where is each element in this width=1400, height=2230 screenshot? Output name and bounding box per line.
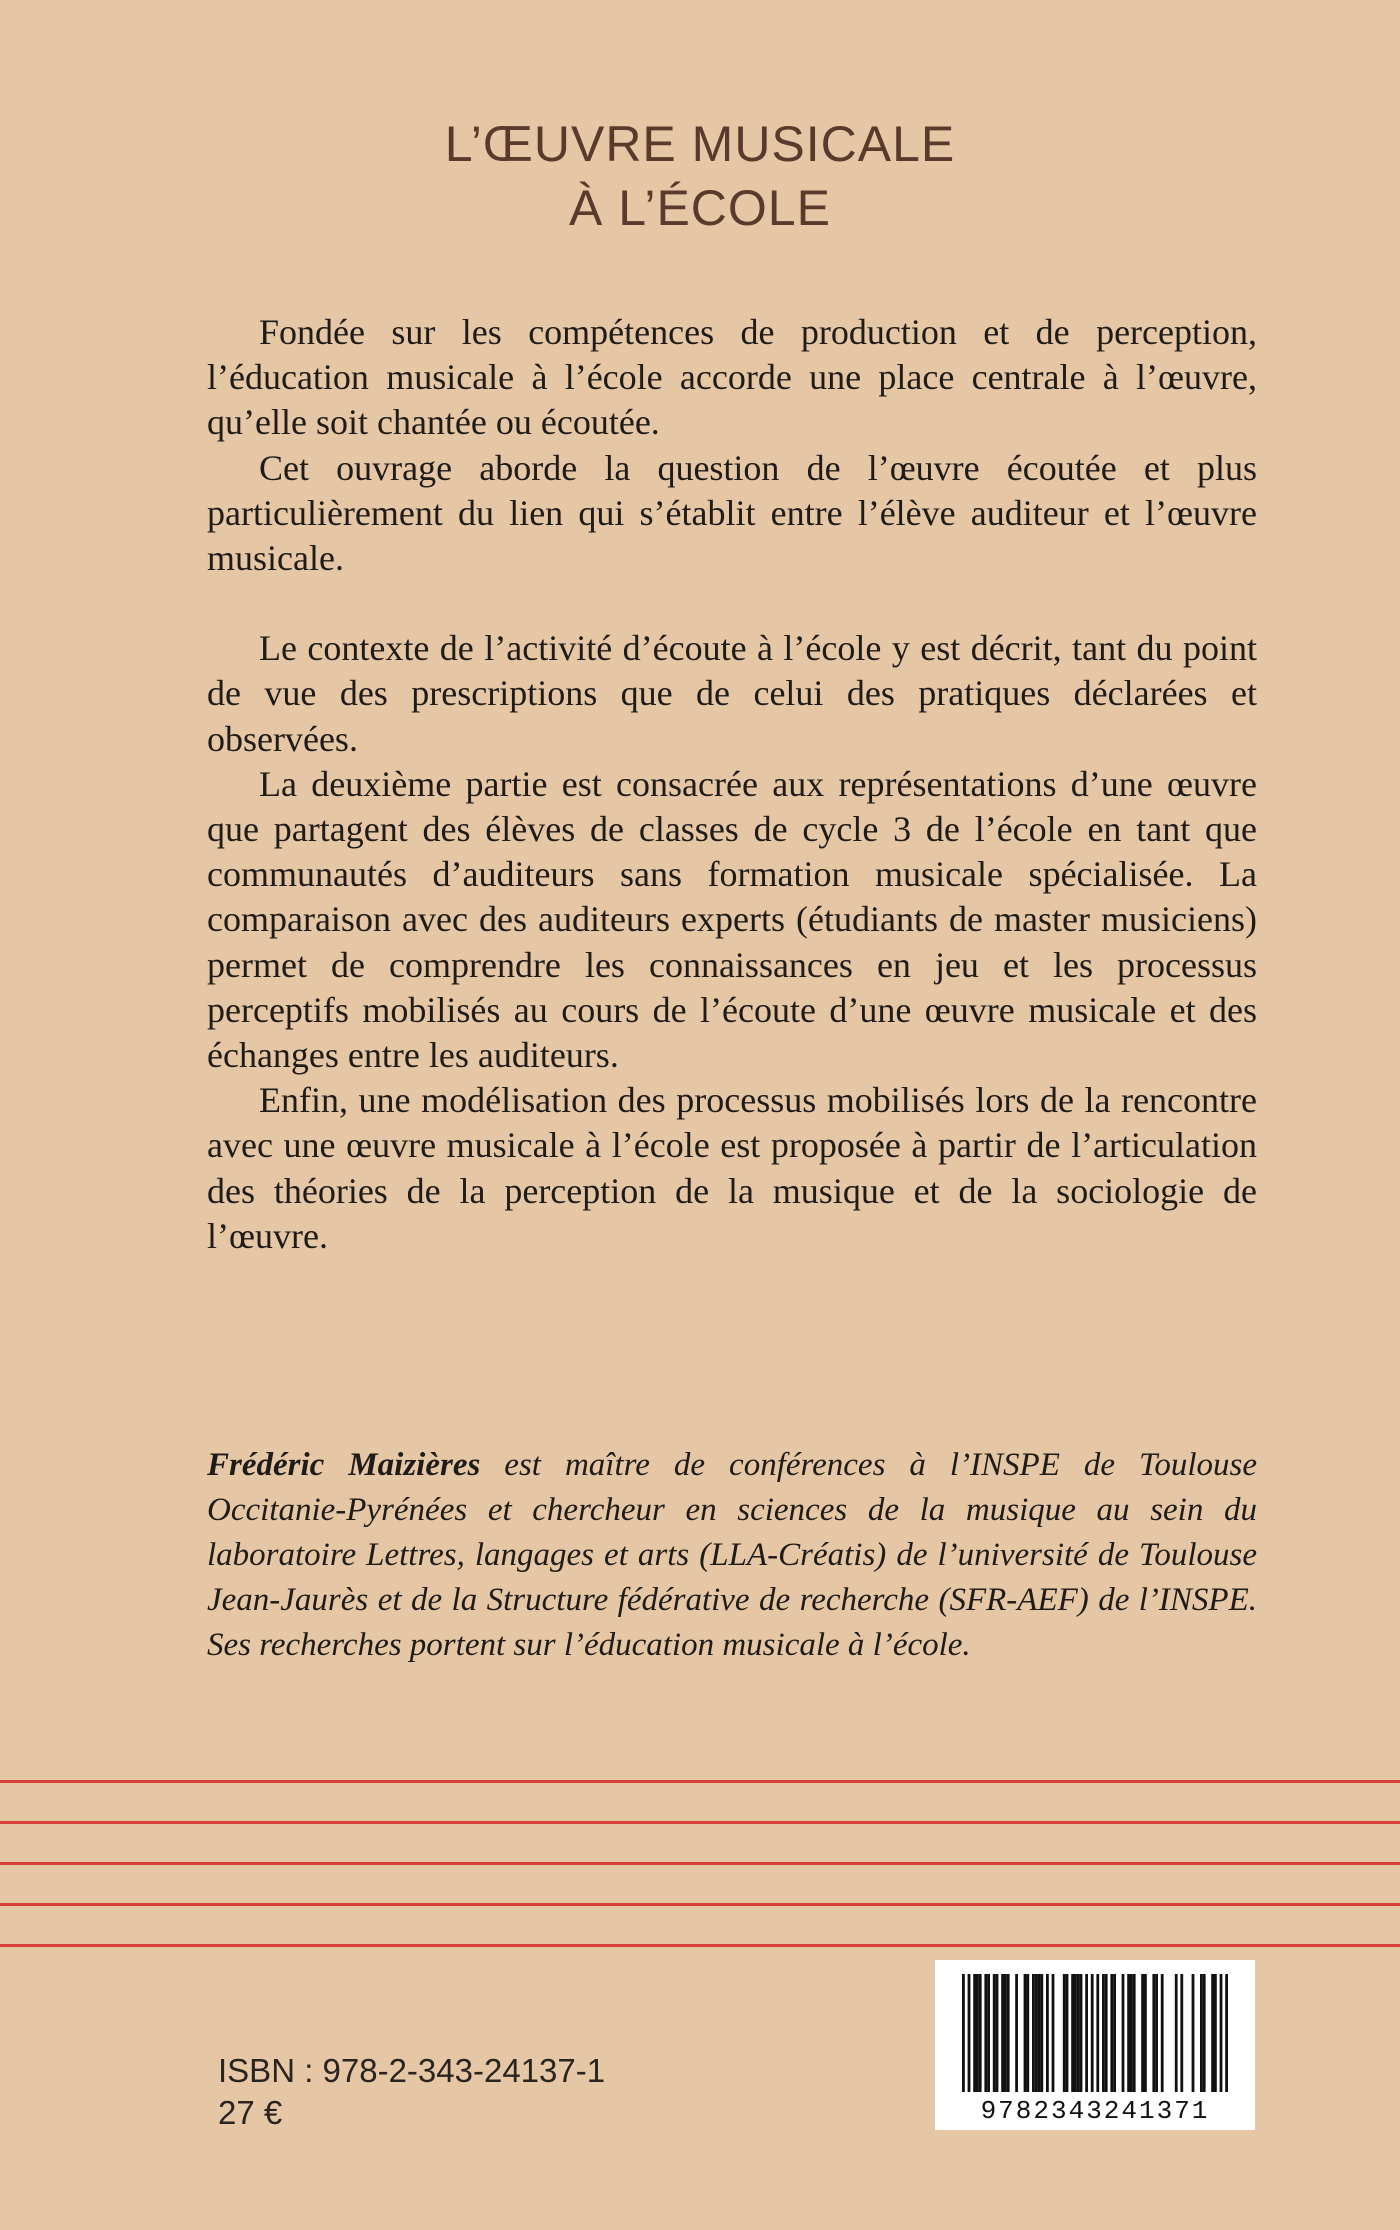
barcode-bar — [996, 1974, 999, 2092]
barcode — [935, 1960, 1255, 2130]
barcode-bar — [1024, 1974, 1027, 2092]
barcode-bar — [1007, 1974, 1010, 2092]
barcode-bar — [1200, 1974, 1203, 2092]
staff-line-1 — [0, 1780, 1400, 1783]
staff-line-4 — [0, 1903, 1400, 1906]
barcode-bar — [1052, 1974, 1055, 2092]
barcode-bar — [1085, 1974, 1088, 2092]
barcode-bar — [1077, 1974, 1080, 2092]
barcode-bar — [1035, 1974, 1038, 2092]
staff-line-2 — [0, 1821, 1400, 1824]
book-title — [0, 112, 1400, 240]
staff-line-3 — [0, 1862, 1400, 1865]
barcode-bar — [976, 1974, 979, 2092]
barcode-bar — [993, 1974, 996, 2092]
barcode-bar — [1211, 1974, 1214, 2092]
barcode-bar — [1015, 1974, 1018, 2092]
summary-paragraph-4: La deuxième partie est consacrée aux représentations d’une œuvre que partagent des élèves de classes de cycle 3 de l’école en tant que communautés d’auditeurs sans formation musicale spécialisée. La comparaison avec des auditeurs experts (étudiants de master musiciens) permet de comprendre les connaissances en jeu et les processus perceptifs mobilisés au cours de l’écoute d’une œuvre musicale et des échanges entre les auditeurs. — [207, 763, 1257, 1076]
barcode-bar — [962, 1974, 965, 2092]
barcode-bar — [1004, 1974, 1007, 2092]
barcode-bar — [1127, 1974, 1130, 2092]
book-title-line-2: À L’ÉCOLE — [569, 180, 831, 236]
barcode-bar — [1026, 1974, 1029, 2092]
barcode-bar — [1063, 1974, 1066, 2092]
barcode-bar — [984, 1974, 987, 2092]
author-name: Frédéric Maizières — [207, 1447, 481, 1483]
barcode-bar — [1046, 1974, 1049, 2092]
music-staff-decoration — [0, 1780, 1400, 1950]
author-bio — [207, 1443, 1257, 1668]
barcode-bar — [1032, 1974, 1035, 2092]
barcode-bar — [1152, 1974, 1155, 2092]
staff-line-5 — [0, 1944, 1400, 1947]
barcode-bar — [1066, 1974, 1069, 2092]
barcode-bar — [1113, 1974, 1116, 2092]
barcode-bar — [1192, 1974, 1195, 2092]
publication-info — [218, 2050, 605, 2134]
barcode-bar — [1096, 1974, 1099, 2092]
barcode-bar — [1040, 1974, 1043, 2092]
book-title-line-1: L’ŒUVRE MUSICALE — [444, 116, 956, 172]
summary-text — [207, 310, 1257, 1259]
barcode-bar — [979, 1974, 982, 2092]
barcode-bar — [1080, 1974, 1083, 2092]
barcode-bar — [1091, 1974, 1094, 2092]
barcode-bar — [1161, 1974, 1164, 2092]
summary-paragraph-3: Le contexte de l’activité d’écoute à l’école y est décrit, tant du point de vue des prescriptions que de celui des pratiques déclarées et observées. — [207, 628, 1257, 759]
barcode-bar — [1225, 1974, 1228, 2092]
summary-paragraph-1: Fondée sur les compétences de production et de perception, l’éducation musicale à l’école accorde une place centrale à l’œuvre, qu’elle soit chantée ou écoutée. — [207, 312, 1257, 443]
barcode-bar — [1175, 1974, 1178, 2092]
summary-paragraph-5: Enfin, une modélisation des processus mobilisés lors de la rencontre avec une œuvre musicale à l’école est proposée à partir de l’articulation des théories de la perception de la musique et de la sociologie de l’œuvre. — [207, 1080, 1257, 1256]
barcode-bar — [1074, 1974, 1077, 2092]
barcode-bar — [1130, 1974, 1133, 2092]
barcode-bar — [987, 1974, 990, 2092]
price: 27 € — [218, 2094, 283, 2131]
barcode-bars — [935, 1960, 1255, 2100]
barcode-bar — [1105, 1974, 1108, 2092]
barcode-bar — [973, 1974, 976, 2092]
barcode-bar — [1180, 1974, 1183, 2092]
isbn-number: ISBN : 978-2-343-24137-1 — [218, 2052, 606, 2089]
barcode-bar — [1110, 1974, 1113, 2092]
barcode-bar — [1038, 1974, 1041, 2092]
barcode-bar — [1001, 1974, 1004, 2092]
author-bio-text: est maître de conférences à l’INSPE de Toulouse Occitanie-Pyrénées et chercheur en sciences de la musique au sein du laboratoire Lettres, langages et arts (LLA-Créatis) de l’université de Toulouse Jean-Jaurès et de la Structure fédérative de recherche (SFR-AEF) de l’INSPE. Ses recherches portent sur l’éducation musicale à l’école. — [207, 1447, 1258, 1663]
barcode-bar — [1144, 1974, 1147, 2092]
barcode-bar — [1203, 1974, 1206, 2092]
barcode-digits: 9782343241371 — [980, 2096, 1210, 2126]
summary-paragraph-2: Cet ouvrage aborde la question de l’œuvre écoutée et plus particulièrement du lien qui s’établit entre l’élève auditeur et l’œuvre musicale. — [207, 447, 1257, 579]
barcode-bar — [1102, 1974, 1105, 2092]
barcode-bar — [1155, 1974, 1158, 2092]
barcode-bar — [1214, 1974, 1217, 2092]
barcode-bar — [1122, 1974, 1125, 2092]
barcode-bar — [1133, 1974, 1136, 2092]
barcode-bar — [1220, 1974, 1223, 2092]
barcode-bar — [968, 1974, 971, 2092]
barcode-bar — [1141, 1974, 1144, 2092]
barcode-bar — [1071, 1974, 1074, 2092]
